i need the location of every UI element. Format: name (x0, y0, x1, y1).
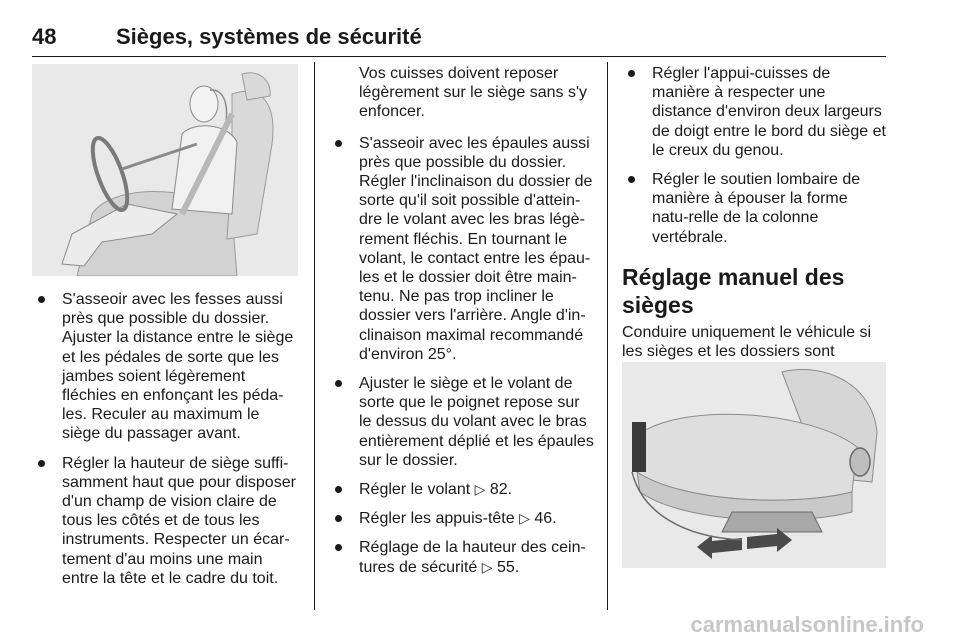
page-number: 48 (32, 24, 57, 49)
bullet-item: Régler l'appui-cuisses de manière à respecter une distance d'environ deux largeurs de doigt entre le bord du siège et le creux du genou. (622, 64, 888, 160)
bullet-item: S'asseoir avec les fesses aussi près que possible du dossier. Ajuster la distance entre le siège et les pédales de sorte que les jambes soient légèrement fléchies en enfonçant les péda-les. Reculer au maximum le siège du passager avant. (32, 290, 300, 444)
seat-longitudinal-illustration (622, 362, 886, 568)
driver-seated-illustration (32, 64, 298, 276)
bullet-item: S'asseoir avec les épaules aussi près que possible du dossier. Régler l'inclinaison du dossier de sorte qu'il soit possible d'attein-dre le volant avec les bras légè-rement fléchis. En tournant le volant, le contact entre les épau-les et le dossier doit être main-tenu. Ne pas trop incliner le dossier vers l'arrière. Angle d'in-clinaison maximal recommandé d'environ 25°. (329, 134, 595, 364)
right-column (622, 64, 888, 412)
reference-item: Régler les appuis-tête ▷ 46. (329, 509, 595, 528)
page-ref-arrow-icon: ▷ (481, 558, 493, 575)
middle-column (329, 64, 595, 587)
section-heading: Réglage manuel des sièges (622, 263, 845, 318)
reference-item: Régler le volant ▷ 82. (329, 480, 595, 499)
column-divider (314, 62, 315, 610)
bullet-item: Régler le soutien lombaire de manière à épouser la forme natu-relle de la colonne vertébrale. (622, 170, 888, 247)
section-paragraph: Conduire uniquement le véhicule si les sièges et les dossiers sont (622, 323, 872, 361)
page-title: Sièges, systèmes de sécurité (116, 24, 422, 49)
continued-paragraph: Vos cuisses doivent reposer légèrement sur le siège sans s'y enfoncer. (359, 65, 588, 121)
page-ref-arrow-icon: ▷ (474, 481, 486, 498)
column-divider (607, 62, 608, 610)
page-header (32, 22, 886, 57)
reference-item: Réglage de la hauteur des cein-tures de sécurité ▷ 55. (329, 538, 595, 576)
page-ref-arrow-icon: ▷ (519, 510, 530, 527)
bullet-item: Régler la hauteur de siège suffi-samment haut que pour disposer d'un champ de vision claire de tous les côtés et de tous les instruments. Respecter un écar-tement d'au moins une main entre la tête et le cadre du toit. (32, 454, 300, 588)
left-column (32, 290, 300, 598)
bullet-item: Ajuster le siège et le volant de sorte que le poignet repose sur le dessus du volant avec le bras entièrement déplié et les épaules sur le dossier. (329, 374, 595, 470)
watermark: carmanualsonline.info (690, 612, 924, 637)
